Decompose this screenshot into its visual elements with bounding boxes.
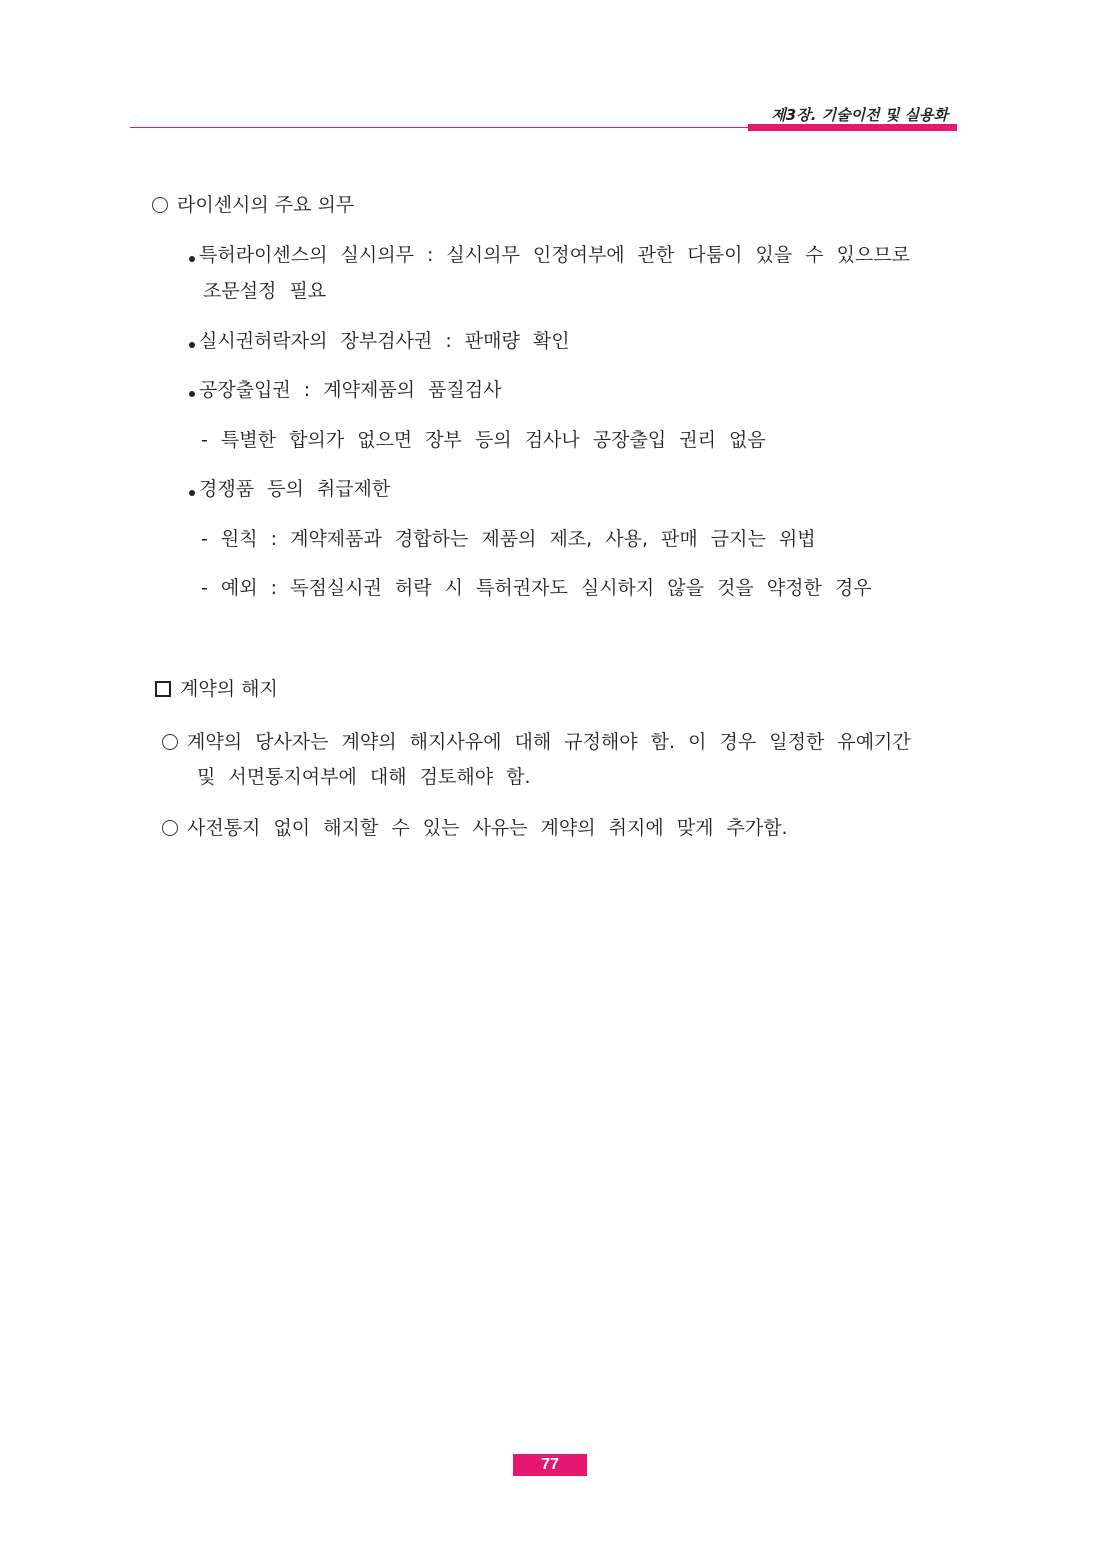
bullet-text: 공장출입권 : 계약제품의 품질검사: [199, 379, 502, 401]
sub-item-text: - 예외 : 독점실시권 허락 시 특허권자도 실시하지 않을 것을 약정한 경우: [201, 577, 872, 599]
bullet-text: 실시권허락자의 장부검사권 : 판매량 확인: [199, 330, 570, 352]
bullet-text: 특허라이센스의 실시의무 : 실시의무 인정여부에 관한 다툼이 있을 수 있으므로: [199, 244, 911, 266]
dot-bullet-icon: [189, 391, 195, 397]
section2-heading: [155, 676, 278, 702]
sub-item: [201, 575, 872, 601]
dot-bullet-icon: [189, 342, 195, 348]
section2-heading-text: 계약의 해지: [180, 678, 278, 700]
item-text: 및 서면통지여부에 대해 검토해야 함.: [197, 766, 531, 788]
dot-bullet-icon: [189, 256, 195, 262]
circle-bullet-icon: [152, 197, 168, 213]
bullet-text: 조문설정 필요: [203, 280, 327, 302]
bullet-item-competing-products: [189, 476, 390, 502]
item-text: 계약의 당사자는 계약의 해지사유에 대해 규정해야 함. 이 경우 일정한 유예기간: [187, 731, 911, 753]
section1-heading: [152, 192, 354, 218]
bullet-item-factory-access: [189, 377, 501, 403]
section1-heading-text: 라이센시의 주요 의무: [177, 194, 355, 216]
bullet-continuation: [203, 278, 326, 304]
circle-bullet-icon: [162, 734, 178, 750]
sub-item-text: - 원칙 : 계약제품과 경합하는 제품의 제조, 사용, 판매 금지는 위법: [201, 528, 816, 550]
circle-bullet-icon: [162, 820, 178, 836]
page-number: 77: [513, 1454, 587, 1476]
sub-item: [201, 526, 816, 552]
sub-item-text: - 특별한 합의가 없으면 장부 등의 검사나 공장출입 권리 없음: [201, 429, 766, 451]
section2-item: [162, 815, 788, 841]
square-bullet-icon: [155, 681, 171, 697]
section2-item: [162, 729, 911, 755]
dot-bullet-icon: [189, 490, 195, 496]
bullet-text: 경쟁품 등의 취급제한: [199, 478, 391, 500]
item-text: 사전통지 없이 해지할 수 있는 사유는 계약의 취지에 맞게 추가함.: [187, 817, 788, 839]
sub-item: [201, 427, 766, 453]
bullet-item-ledger-inspection: [189, 328, 570, 354]
chapter-title: 제3장. 기술이전 및 실용화: [771, 106, 948, 124]
header-accent-bar: [748, 124, 957, 131]
bullet-item-implementation-duty: [189, 242, 910, 268]
item-continuation: [197, 764, 531, 790]
